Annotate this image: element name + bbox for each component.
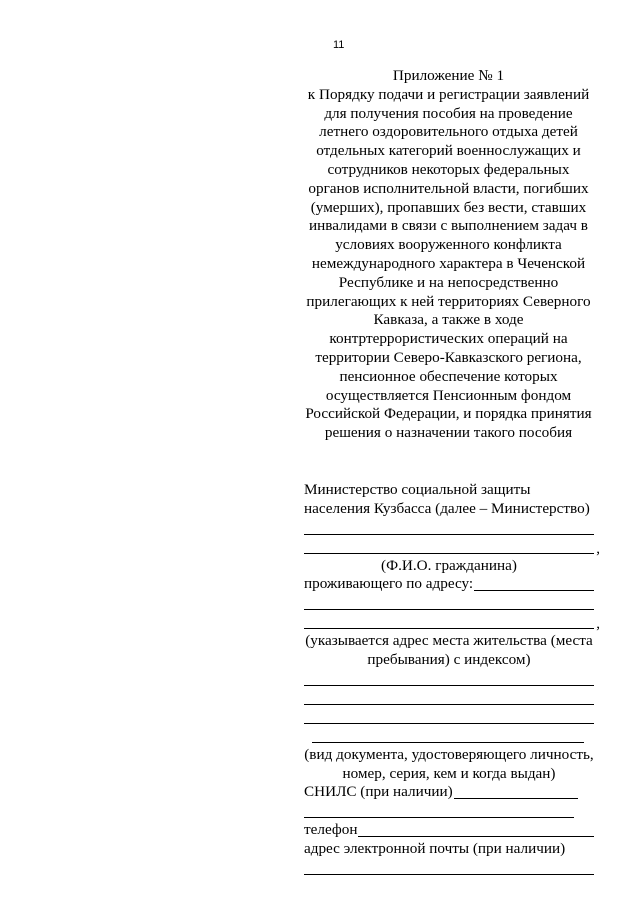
appendix-line: Кавказа, а также в ходе [373, 311, 524, 329]
email-field[interactable] [304, 859, 594, 878]
email-label: адрес электронной почты (при наличии) [304, 839, 566, 857]
addressee-line: Министерство социальной защиты [304, 481, 531, 498]
appendix-line: Республике и на непосредственно [338, 273, 559, 291]
document-caption: (вид документа, удостоверяющего личность, [304, 745, 594, 763]
appendix-line: пенсионное обеспечение которых [339, 367, 558, 385]
phone-field[interactable] [358, 835, 594, 837]
address-caption: пребывания) с индексом) [367, 650, 531, 668]
snils-field[interactable] [454, 797, 578, 799]
address-field[interactable] [474, 589, 594, 591]
fio-caption: (Ф.И.О. гражданина) [381, 556, 517, 574]
document-field[interactable] [304, 727, 594, 746]
applicant-form [304, 481, 600, 878]
document-caption: номер, серия, кем и когда выдан) [342, 764, 556, 782]
appendix-line: осуществляется Пенсионным фондом [325, 386, 572, 404]
fio-field[interactable] [304, 519, 594, 538]
appendix-line: Российской Федерации, и порядка принятия [305, 405, 592, 423]
appendix-line: летнего оздоровительного отдыха детей [319, 123, 578, 141]
appendix-header [300, 67, 597, 443]
appendix-line: немеждународного характера в Чеченской [311, 254, 586, 272]
appendix-line: условиях вооруженного конфликта [335, 236, 562, 254]
document-field[interactable] [304, 670, 594, 689]
addressee-line: населения Кузбасса (далее – Министерство) [304, 499, 590, 517]
comma-mark: , [596, 616, 600, 633]
document-field[interactable] [304, 689, 594, 708]
address-field[interactable] [304, 613, 600, 633]
appendix-line: отдельных категорий военнослужащих и [316, 142, 581, 160]
address-caption: (указывается адрес места жительства (места [305, 632, 593, 650]
phone-row [304, 821, 594, 840]
appendix-line: территории Северо-Кавказского региона, [315, 348, 582, 366]
snils-label: СНИЛС (при наличии) [304, 783, 453, 801]
appendix-line: прилегающих к ней территориях Северного [306, 292, 591, 310]
snils-field[interactable] [304, 802, 574, 821]
phone-label: телефон [304, 821, 358, 839]
appendix-line: для получения пособия на проведение [324, 104, 573, 122]
appendix-title: Приложение № 1 [392, 67, 505, 84]
address-label: проживающего по адресу: [304, 575, 474, 593]
page-number: 11 [333, 39, 345, 51]
appendix-line: к Порядку подачи и регистрации заявлений [307, 85, 590, 103]
snils-row [304, 783, 578, 802]
appendix-line: сотрудников некоторых федеральных [327, 160, 570, 178]
address-field[interactable] [304, 594, 594, 613]
appendix-line: (умерших), пропавших без вести, ставших [310, 198, 587, 216]
document-field[interactable] [304, 708, 594, 727]
appendix-line: решения о назначении такого пособия [324, 424, 573, 442]
appendix-line: инвалидами в связи с выполнением задач в [309, 217, 588, 235]
appendix-line: органов исполнительной власти, погибших [308, 179, 589, 197]
fio-field[interactable] [304, 538, 600, 557]
address-row [304, 575, 594, 594]
comma-mark: , [596, 540, 600, 557]
appendix-line: контртеррористических операций на [329, 330, 568, 348]
